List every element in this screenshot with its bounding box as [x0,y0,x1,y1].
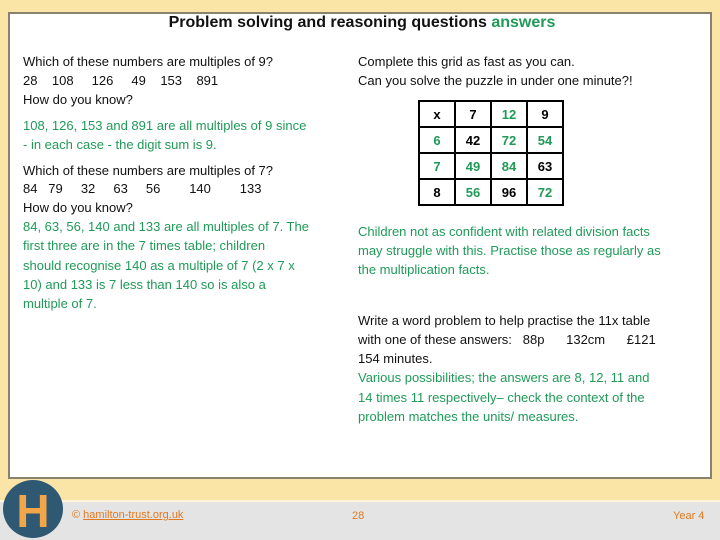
q3-line: Complete this grid as fast as you can. [358,54,575,69]
q1-prompt: How do you know? [23,92,133,107]
grid-row [419,127,563,153]
grid-cell: 96 [491,179,527,205]
q3-answer-line: the multiplication facts. [358,262,490,277]
copyright-symbol: © [72,509,84,521]
q4-answer-line: Various possibilities; the answers are 8, 12, 11 and [358,370,650,385]
q2-answer-line: 10) and 133 is 7 less than 140 so is also a [23,277,266,292]
grid-cell: 84 [491,153,527,179]
grid-cell: 7 [455,101,491,127]
grid-cell: 7 [419,153,455,179]
multiplication-grid [418,100,564,206]
q2-answer-line: first three are in the 7 times table; children [23,238,266,253]
q4-line: Write a word problem to help practise the 11x table [358,313,651,328]
grid-row [419,179,563,205]
year-label: Year 4 [673,510,705,522]
grid-cell: 6 [419,127,455,153]
q4-answer-line: 14 times 11 respectively– check the context of the [358,390,645,405]
grid-row [419,153,563,179]
grid-cell: 12 [491,101,527,127]
q3-answer-line: may struggle with this. Practise those as regularly as [358,243,661,258]
page-title [0,14,720,32]
hamilton-trust-link[interactable]: hamilton-trust.org.uk [83,509,184,521]
q4-answer-line: problem matches the units/ measures. [358,409,579,424]
grid-cell: 56 [455,179,491,205]
q4-line: 154 minutes. [358,351,433,366]
grid-cell: 72 [527,179,563,205]
q1-answer-line: - in each case - the digit sum is 9. [23,137,217,152]
copyright [72,506,183,525]
logo-letter: H [16,485,50,537]
q3-line: Can you solve the puzzle in under one minute?! [358,73,633,88]
q2-answer-line: 84, 63, 56, 140 and 133 are all multiples of 7. The [23,219,309,234]
q2-answer-line: should recognise 140 as a multiple of 7 (2 x 7 x [23,258,295,273]
q2-answer-line: multiple of 7. [23,296,97,311]
grid-cell: 9 [527,101,563,127]
q1-question: Which of these numbers are multiples of 9? [23,54,274,69]
grid-cell: 72 [491,127,527,153]
grid-cell: x [419,101,455,127]
grid-cell: 63 [527,153,563,179]
title-text: Problem solving and reasoning questions [168,14,492,31]
q2-question: Which of these numbers are multiples of 7? [23,163,274,178]
q2-numbers: 84 79 32 63 56 140 133 [23,181,262,196]
q4-line: with one of these answers: 88p 132cm £121 [358,332,656,347]
q1-numbers: 28 108 126 49 153 891 [23,73,219,88]
grid-cell: 49 [455,153,491,179]
grid-cell: 54 [527,127,563,153]
grid-cell: 8 [419,179,455,205]
title-accent: answers [491,14,556,31]
grid-row [419,101,563,127]
q2-prompt: How do you know? [23,200,133,215]
q3-answer-line: Children not as confident with related division facts [358,224,650,239]
page-number: 28 [352,510,365,522]
grid-cell: 42 [455,127,491,153]
hamilton-logo [3,480,63,538]
q1-answer-line: 108, 126, 153 and 891 are all multiples of 9 since [23,118,307,133]
